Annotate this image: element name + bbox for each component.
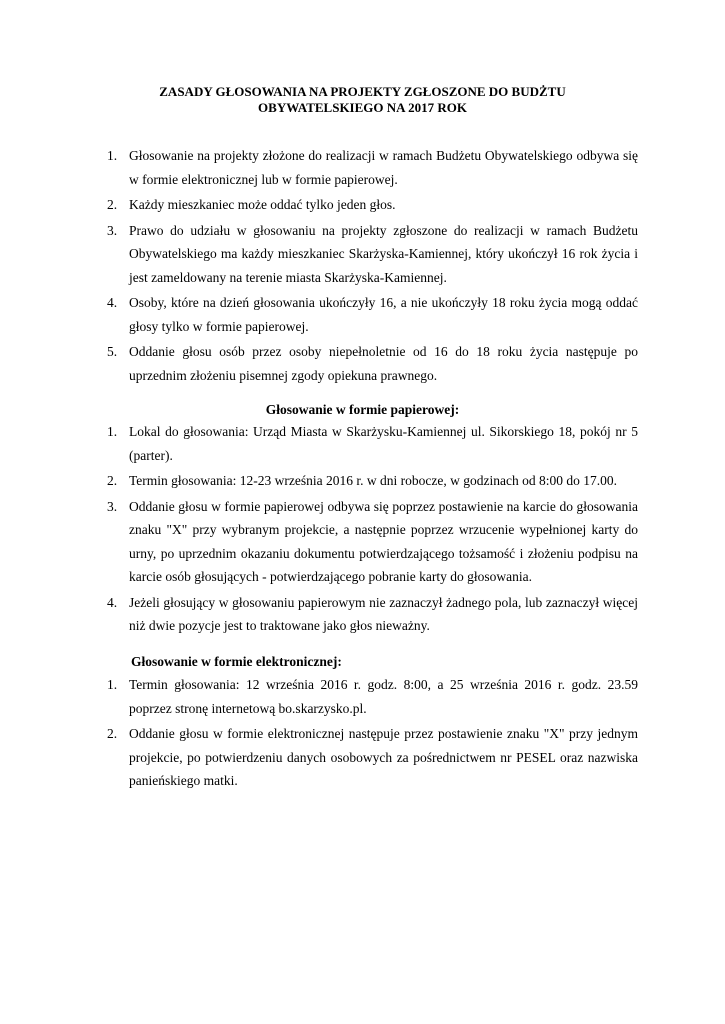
item-text: Jeżeli głosujący w głosowaniu papierowym nie zaznaczył żadnego pola, lub zaznaczył więcej niż dwie pozycje jest to traktowane jako głos nieważny. [129, 594, 638, 633]
item-text: Termin głosowania: 12 września 2016 r. godz. 8:00, a 25 września 2016 r. godz. 23.59 poprzez stronę internetową bo.skarzysko.pl. [129, 677, 638, 716]
item-number: 1. [107, 148, 118, 163]
electronic-rules-list [0, 673, 638, 795]
list-item [0, 722, 638, 793]
title-line-2: OBYWATELSKIEGO NA 2017 ROK [258, 100, 467, 115]
item-text: Termin głosowania: 12-23 września 2016 r. w dni robocze, w godzinach od 8:00 do 17.00. [129, 473, 617, 488]
item-text: Każdy mieszkaniec może oddać tylko jeden głos. [129, 197, 396, 212]
item-number: 2. [107, 473, 118, 488]
paper-voting-heading: Głosowanie w formie papierowej: [265, 402, 460, 417]
general-rules-list [0, 144, 638, 389]
list-item [0, 591, 638, 638]
item-number: 2. [107, 726, 118, 741]
document-title [100, 84, 625, 116]
item-text: Lokal do głosowania: Urząd Miasta w Skarżysku-Kamiennej ul. Sikorskiego 18, pokój nr 5 (parter). [129, 424, 638, 463]
item-text: Osoby, które na dzień głosowania ukończyły 16, a nie ukończyły 18 roku życia mogą oddać głosy tylko w formie papierowej. [129, 295, 638, 334]
list-item [0, 495, 638, 589]
paper-rules-list [0, 420, 638, 640]
item-number: 2. [107, 197, 118, 212]
item-number: 4. [107, 594, 118, 610]
list-item [0, 469, 638, 493]
item-text: Prawo do udziału w głosowaniu na projekty zgłoszone do realizacji w ramach Budżetu Obywatelskiego ma każdy mieszkaniec Skarżyska-Kamiennej, który ukończył 16 rok życia i jest zameldowany na terenie miasta Skarżyska-Kamiennej. [129, 222, 638, 285]
list-item [0, 291, 638, 338]
item-text: Oddanie głosu w formie elektronicznej następuje przez postawienie znaku "X" przy jednym projekcie, po potwierdzeniu danych osobowych za pośrednictwem nr PESEL oraz nazwiska panieńskiego matki. [129, 726, 638, 788]
title-line-1: ZASADY GŁOSOWANIA NA PROJEKTY ZGŁOSZONE DO BUDŻTU [159, 84, 566, 99]
item-text: Oddanie głosu w formie papierowej odbywa się poprzez postawienie na karcie do głosowania znaku "X" przy wybranym projekcie, a następnie poprzez wrzucenie wypełnionej karty do urny, po uprzednim okazaniu dokumentu potwierdzającego tożsamość i złożeniu podpisu na karcie osób głosujących - potwierdzającego pobranie karty do głosowania. [129, 498, 638, 584]
electronic-voting-heading: Głosowanie w formie elektronicznej: [131, 654, 342, 669]
item-text: Głosowanie na projekty złożone do realizacji w ramach Budżetu Obywatelskiego odbywa się w formie elektronicznej lub w formie papierowej. [129, 148, 638, 187]
item-text: Oddanie głosu osób przez osoby niepełnoletnie od 16 do 18 roku życia następuje po uprzednim złożeniu pisemnej zgody opiekuna prawnego. [129, 344, 638, 383]
list-item [0, 219, 638, 290]
item-number: 4. [107, 295, 118, 310]
list-item [0, 193, 638, 217]
item-number: 5. [107, 344, 118, 359]
list-item [0, 420, 638, 467]
item-number: 3. [107, 222, 118, 238]
list-item [0, 673, 638, 720]
item-number: 1. [107, 424, 118, 439]
item-number: 3. [107, 498, 118, 514]
item-number: 1. [107, 677, 118, 692]
list-item [0, 144, 638, 191]
list-item [0, 340, 638, 387]
